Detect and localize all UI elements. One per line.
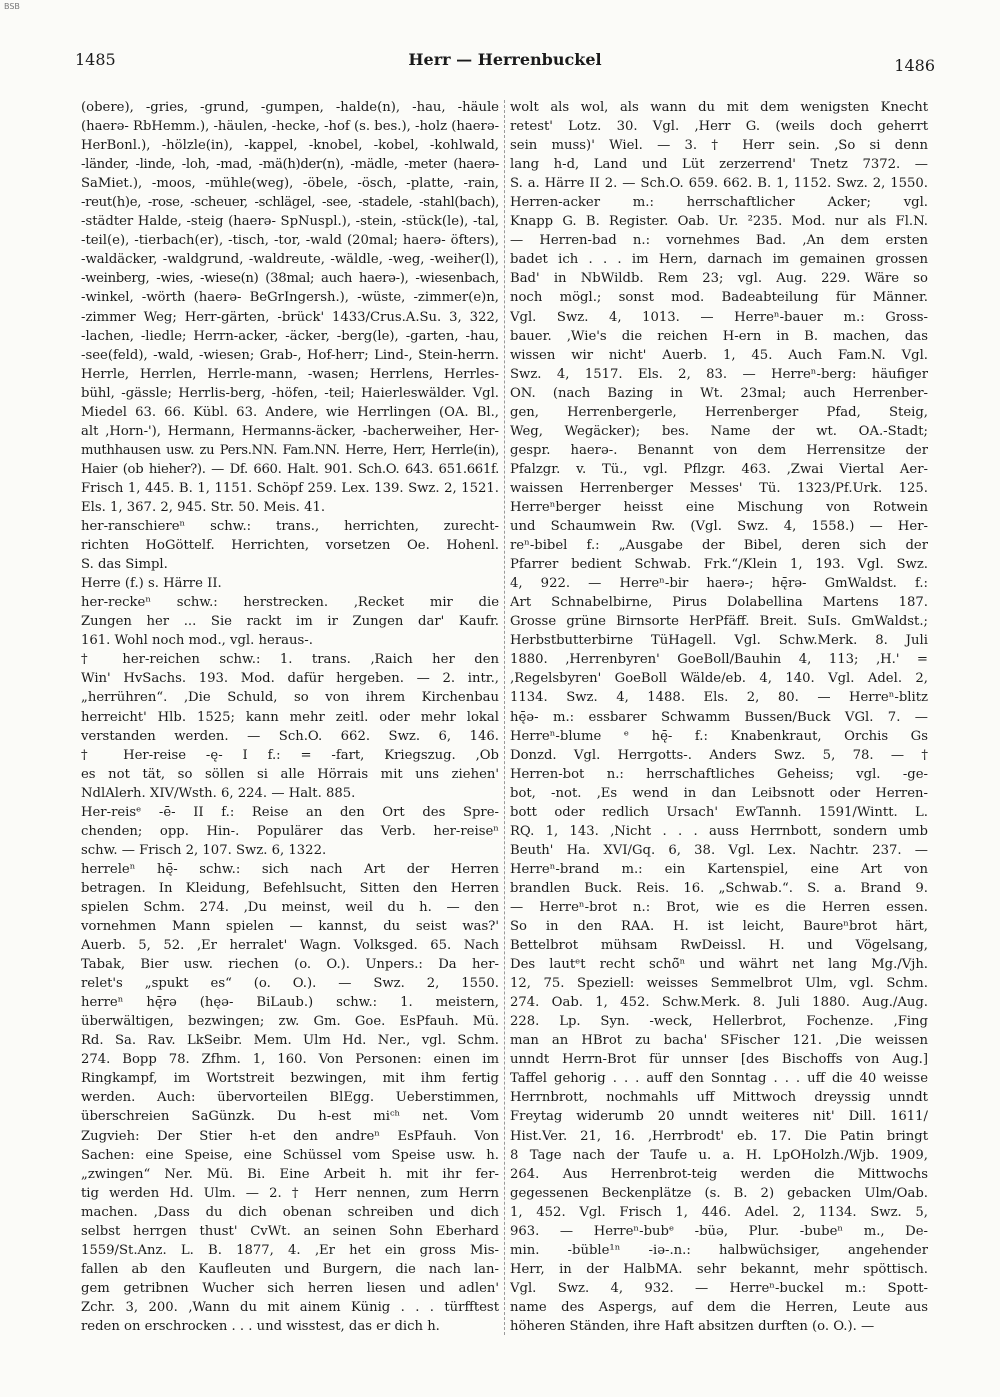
text-line: schw. — Frisch 2, 107. Swz. 6, 1322.	[81, 842, 327, 858]
text-line: S. a. Härre II 2. — Sch.O. 659. 662. B. 1, 1152. Swz. 2, 1550.	[510, 176, 928, 192]
text-line: Herren-acker m.: herrschaftlicher Acker; vgl.	[510, 195, 928, 211]
text-line: Taffel gehorig . . . auff den Sonntag . . . uff die 40 weisse	[510, 1071, 928, 1087]
text-line: chenden; opp. Hin-. Populärer das Verb. her-reiseⁿ	[81, 823, 499, 839]
text-line: betragen. In Kleidung, Befehlsucht, Sitten den Herren	[81, 880, 499, 896]
text-line: Grosse grüne Birnsorte HerPfäff. Breit. SuIs. GmWaldst.;	[510, 614, 928, 630]
text-line: 963. — Herreⁿ-bubᵉ -büə, Plur. -bubeⁿ m., De-	[510, 1223, 928, 1239]
text-line: herreicht' Hlb. 1525; kann mehr zeitl. oder mehr lokal	[81, 709, 499, 725]
text-line: herreleⁿ hę̄- schw.: sich nach Art der Herren	[81, 861, 499, 877]
text-line: ‚Regelsbyren' GoeBoll Wälde/eb. 4, 140. Vgl. Adel. 2,	[510, 671, 928, 687]
text-line: Herreⁿ-blume ᵉ hę̄- f.: Knabenkraut, Orchis Gs	[510, 728, 928, 744]
page-number-right: 1486	[894, 56, 935, 75]
text-line: Hist.Ver. 21, 16. ‚Herrbrodt' eb. 17. Die Patin bringt	[510, 1128, 928, 1144]
text-line: man an HBrot zu bacha' SFischer 121. ‚Die weissen	[510, 1033, 928, 1049]
text-line: bauer. ‚Wie's die reichen H-ern in B. machen, das	[510, 328, 928, 344]
text-line: verstanden werden. — Sch.O. 662. Swz. 6, 146.	[81, 728, 499, 744]
text-line: tig werden Hd. Ulm. — 2. † Herr nennen, zum Herrn	[81, 1185, 499, 1201]
text-line: -städter Halde, -steig (haerə- SpNuspl.), -stein, -stück(le), -tal,	[81, 214, 499, 230]
text-line: Miedel 63. 66. Kübl. 63. Andere, wie Herrlingen (OA. Bl.,	[81, 404, 499, 420]
text-line: brandlen Buck. Reis. 16. „Schwab.“. S. a. Brand 9.	[510, 880, 928, 896]
text-line: Des lautᵉt recht schö̃ⁿ und währt net lang Mg./Vjh.	[510, 957, 928, 973]
text-line: gem getribnen Wucher sich herren liesen und adlen'	[81, 1280, 499, 1296]
text-line: † Her-reise -ę- I f.: = -fart, Kriegszug. ‚Ob	[81, 747, 499, 763]
text-line: richten HoGöttelf. Herrichten, vorsetzen Oe. Hohenl.	[81, 538, 499, 554]
text-line: es not tät, so söllen si alle Hörrais mit uns ziehen'	[81, 766, 499, 782]
text-line: SaMiet.), -moos, -mühle(weg), -öbele, -ösch, -platte, -rain,	[81, 176, 499, 192]
text-line: Zchr. 3, 200. ‚Wann du mit ainem Künig . . . türfftest	[81, 1299, 499, 1315]
text-line: bot, -not. ‚Es wend in dan Leibsnott oder Herren-	[510, 785, 928, 801]
text-line: bott oder redlich Ursach' EwTannh. 1591/Wintt. L.	[510, 804, 928, 820]
text-line: Herr, in der HalbMA. sehr bekannt, mehr spöttisch.	[510, 1261, 928, 1277]
text-line: name des Aspergs, auf dem die Herren, Leute aus	[510, 1299, 928, 1315]
text-line: Tabak, Bier usw. riechen (o. O.). Unpers.: Da her-	[81, 957, 499, 973]
text-line: Els. 1, 367. 2, 945. Str. 50. Meis. 41.	[81, 499, 326, 515]
text-line: Win' HvSachs. 193. Mod. dafür hergeben. — 2. intr.,	[81, 671, 499, 687]
text-line: selbst herrgen thust' CvWt. an seinen Sohn Eberhard	[81, 1223, 499, 1239]
text-line: -länder, -linde, -loh, -mad, -mä(h)der(n), -mädle, -meter (haerə-	[81, 157, 499, 173]
text-line: herreⁿ hę̄rə (hęə- BiLaub.) schw.: 1. meistern,	[81, 995, 499, 1011]
text-line: † her-reichen schw.: 1. trans. ‚Raich her den	[81, 652, 499, 668]
text-line: reⁿ-bibel f.: „Ausgabe der Bibel, deren sich der	[510, 538, 928, 554]
text-line: -weinberg, -wies, -wiese(n) (38mal; auch haerə-), -wiesenbach,	[81, 271, 499, 287]
text-line: reden on erschrocken . . . und wisstest, das er dich h.	[81, 1319, 440, 1334]
text-line: Bettelbrot mühsam RwDeissl. H. und Vögelsang,	[510, 938, 928, 954]
text-line: alt ‚Horn-'), Hermann, Hermanns-äcker, -bacherweiher, Her-	[81, 423, 499, 439]
text-line: Vgl. Swz. 4, 932. — Herreⁿ-buckel m.: Spott-	[510, 1280, 928, 1296]
text-line: NdlAlerh. XIV/Wsth. 6, 224. — Halt. 885.	[81, 785, 356, 801]
text-line: sein muss)' Wiel. — 3. † Herr sein. ‚So si denn	[510, 138, 928, 154]
text-line: waissen Herrenberger Messes' Tü. 1323/Pf.Urk. 125.	[510, 480, 928, 496]
column-divider	[504, 100, 505, 1335]
text-line: RQ. 1, 143. ‚Nicht . . . auss Herrnbott, sondern umb	[510, 823, 928, 839]
text-line: 161. Wohl noch mod., vgl. heraus-.	[81, 633, 313, 649]
text-line: Herrle, Herrlen, Herrle-mann, -wasen; Herrlens, Herrles-	[81, 366, 499, 382]
text-line: lang h-d, Land und Lüt zerzerrend' Tnetz 7372. —	[510, 157, 928, 173]
text-line: 228. Lp. Syn. -weck, Hellerbrot, Fochenze. ‚Fing	[510, 1014, 928, 1030]
text-line: — Herreⁿ-brot n.: Brot, wie es die Herren essen.	[510, 899, 928, 915]
text-line: Vgl. Swz. 4, 1013. — Herreⁿ-bauer m.: Gross-	[510, 309, 928, 325]
library-stamp: BSB	[4, 2, 20, 11]
text-line: gegessenen Beckenplätze (s. B. 2) gebacken Ulm/Oab.	[510, 1185, 928, 1201]
text-line: 1, 452. Vgl. Frisch 1, 446. Adel. 2, 1134. Swz. 5,	[510, 1204, 928, 1220]
text-line: überwältigen, bezwingen; zw. Gm. Goe. EsPfauh. Mü.	[81, 1014, 499, 1030]
text-line: „zwingen“ Ner. Mü. Bi. Eine Arbeit h. mit ihr fer-	[81, 1166, 499, 1182]
text-line: Haier (ob hieher?). — Df. 660. Halt. 901. Sch.O. 643. 651.661f.	[81, 461, 499, 477]
text-line: Rd. Sa. Rav. LkSeibr. Mem. Ulm Hd. Ner., vgl. Schm.	[81, 1033, 499, 1049]
text-line: Her-reisᵉ -ē- II f.: Reise an den Ort des Spre-	[81, 804, 499, 820]
text-line: Herre (f.) s. Härre II.	[81, 576, 222, 592]
text-line: Pfalzgr. v. Tü., vgl. Pflzgr. 463. ‚Zwai Viertal Aer-	[510, 461, 928, 477]
text-line: Herbstbutterbirne TüHagell. Vgl. Schw.Merk. 8. Juli	[510, 633, 928, 649]
text-line: S. das Simpl.	[81, 557, 168, 573]
text-line: Beuth' Ha. XVI/Gq. 6, 38. Vgl. Lex. Nachtr. 237. —	[510, 842, 928, 858]
text-line: werden. Auch: übervorteilen BlEgg. Ueberstimmen,	[81, 1090, 499, 1106]
text-line: machen. ‚Dass du dich obenan schreiben und dich	[81, 1204, 499, 1220]
text-line: Sachen: eine Speise, eine Schüssel vom Speise usw. h.	[81, 1147, 499, 1163]
text-line: wolt als wol, als wann du mit dem wenigsten Knecht	[510, 100, 928, 115]
text-line: So in den RAA. H. ist leicht, Baureⁿbrot härt,	[510, 919, 928, 935]
text-line: überschreien SaGünzk. Du h-est miᶜʰ net. Vom	[81, 1109, 499, 1125]
text-line: Ringkampf, im Wortstreit bezwingen, mit ihm fertig	[81, 1071, 499, 1087]
text-line: „herrühren“. ‚Die Schuld, so von ihrem Kirchenbau	[81, 690, 499, 706]
text-line: ON. (nach Bazing in Wt. 23mal; auch Herrenber-	[510, 385, 928, 401]
text-line: Freytag widerumb 20 unndt weiteres nit' Dill. 1611/	[510, 1109, 928, 1125]
text-line: 1559/St.Anz. L. B. 1877, 4. ‚Er het ein gross Mis-	[81, 1242, 499, 1258]
text-line: -teil(e), -tierbach(er), -tisch, -tor, -wald (20mal; haerə- öfters),	[81, 233, 499, 249]
text-line: 4, 922. — Herreⁿ-bir haerə-; hę̄rə- GmWaldst. f.:	[510, 576, 928, 592]
text-line: Auerb. 5, 52. ‚Er herralet' Wagn. Volksged. 65. Nach	[81, 938, 499, 954]
text-line: -see(feld), -wald, -wiesen; Grab-, Hof-herr; Lind-, Stein-herrn.	[81, 347, 499, 363]
text-line: (obere), -gries, -grund, -gumpen, -halde(n), -hau, -häule	[81, 100, 499, 115]
text-line: fallen ab den Kaufleuten und Burgern, die nach lan-	[81, 1261, 499, 1277]
text-line: Zungen her ... Sie rackt im ir Zungen dar' Kaufr.	[81, 614, 499, 630]
text-line: (haerə- RbHemm.), -häulen, -hecke, -hof (s. bes.), -holz (haerə-	[81, 119, 499, 135]
text-line: min. -büble¹ⁿ -iə-.n.: halbwüchsiger, angehender	[510, 1242, 928, 1258]
text-line: 1134. Swz. 4, 1488. Els. 2, 80. — Herreⁿ-blitz	[510, 690, 928, 706]
text-line: Weg, Wegäcker); bes. Name der wt. OA.-Stadt;	[510, 423, 928, 439]
text-line: unndt Herrn-Brot für unnser [des Bischoffs von Aug.]	[510, 1052, 928, 1068]
text-line: badet ich . . . im Hern, darnach im gemainen grossen	[510, 252, 928, 268]
text-line: noch mögl.; sonst mod. Badeabteilung für Männer.	[510, 290, 928, 306]
text-line: -winkel, -wörth (haerə- BeGrIngersh.), -wüste, -zimmer(e)n,	[81, 290, 499, 306]
running-title: Herr — Herrenbuckel	[408, 50, 602, 69]
text-line: muthhausen usw. zu Pers.NN. Fam.NN. Herre, Herr, Herrle(in),	[81, 442, 499, 458]
text-line: spielen Schm. 274. ‚Du meinst, weil du h. — den	[81, 899, 499, 915]
text-line: Herrnbrott, nochmahls uff Mittwoch dreyssig unndt	[510, 1090, 928, 1106]
page-header	[75, 50, 935, 74]
text-line: Bad' in NbWildb. Rem 23; vgl. Aug. 229. Wäre so	[510, 271, 928, 287]
text-line: Herreⁿ-brand m.: ein Kartenspiel, eine Art von	[510, 861, 928, 877]
text-line: Herreⁿberger heisst eine Mischung von Rotwein	[510, 499, 928, 515]
right-column	[510, 98, 928, 1338]
text-line: 274. Bopp 78. Zfhm. 1, 160. Von Personen: einen im	[81, 1052, 499, 1068]
text-line: -waldäcker, -waldgrund, -waldreute, -wäldle, -weg, -weiher(l),	[81, 252, 499, 268]
text-line: -lachen, -liedle; Herrn-acker, -äcker, -berg(le), -garten, -hau,	[81, 328, 499, 344]
left-column	[81, 98, 499, 1338]
text-line: Herren-bot n.: herrschaftliches Geheiss; vgl. -ge-	[510, 766, 928, 782]
text-line: her-ranschiereⁿ schw.: trans., herrichten, zurecht-	[81, 519, 499, 535]
text-line: Zugvieh: Der Stier h-et den andreⁿ EsPfauh. Von	[81, 1128, 499, 1144]
text-line: 264. Aus Herrenbrot-teig werden die Mittwochs	[510, 1166, 928, 1182]
text-line: Art Schnabelbirne, Pirus Dolabellina Martens 187.	[510, 595, 928, 611]
text-line: Swz. 4, 1517. Els. 2, 83. — Herreⁿ-berg: häufiger	[510, 366, 928, 382]
text-line: -reut(h)e, -rose, -scheuer, -schlägel, -see, -stadele, -stahl(bach),	[81, 195, 499, 211]
text-line: bühl, -gässle; Herrlis-berg, -höfen, -teil; Haierleswälder. Vgl.	[81, 385, 499, 401]
text-line: 8 Tage nach der Taufe u. a. H. LpOHolzh./Wjb. 1909,	[510, 1147, 928, 1163]
text-line: relet's „spukt es“ (o. O.). — Swz. 2, 1550.	[81, 976, 499, 992]
text-line: 12, 75. Speziell: weisses Semmelbrot Ulm, vgl. Schm.	[510, 976, 928, 992]
text-line: 274. Oab. 1, 452. Schw.Merk. 8. Juli 1880. Aug./Aug.	[510, 995, 928, 1011]
text-line: — Herren-bad n.: vornehmes Bad. ‚An dem ersten	[510, 233, 928, 249]
page-number-left: 1485	[75, 50, 116, 69]
text-line: gespr. haerə-. Benannt von dem Herrensitze der	[510, 442, 928, 458]
text-line: -zimmer Weg; Herr-gärten, -brück' 1433/Crus.A.Su. 3, 322,	[81, 309, 499, 325]
text-line: wissen wir nicht' Auerb. 1, 45. Auch Fam.N. Vgl.	[510, 347, 928, 363]
text-line: her-reckeⁿ schw.: herstrecken. ‚Recket mir die	[81, 595, 499, 611]
text-line: und Schaumwein Rw. (Vgl. Swz. 4, 1558.) — Her-	[510, 519, 928, 535]
text-line: vornehmen Mann spielen — kannst, du seist was?'	[81, 919, 499, 935]
text-line: Knapp G. B. Register. Oab. Ur. ²235. Mod. nur als Fl.N.	[510, 214, 928, 230]
text-line: Pfarrer bedient Schwab. Frk.“/Klein 1, 193. Vgl. Swz.	[510, 557, 928, 573]
text-line: Frisch 1, 445. B. 1, 1151. Schöpf 259. Lex. 139. Swz. 2, 1521.	[81, 480, 499, 496]
text-line: Donzd. Vgl. Herrgotts-. Anders Swz. 5, 78. — †	[510, 747, 928, 763]
text-line: HerBonl.), -hölzle(in), -kappel, -knobel, -kobel, -kohlwald,	[81, 138, 499, 154]
text-line: retest' Lotz. 30. Vgl. ‚Herr G. (weils doch geherrt	[510, 119, 928, 135]
text-line: gen, Herrenbergerle, Herrenberger Pfad, Steig,	[510, 404, 928, 420]
text-line: höheren Ständen, ihre Haft absitzen durften (o. O.). —	[510, 1319, 875, 1334]
text-line: 1880. ‚Herrenbyren' GoeBoll/Bauhin 4, 113; ‚H.' =	[510, 652, 928, 668]
text-line: hę̄ə- m.: essbarer Schwamm Bussen/Buck VGl. 7. —	[510, 709, 928, 725]
